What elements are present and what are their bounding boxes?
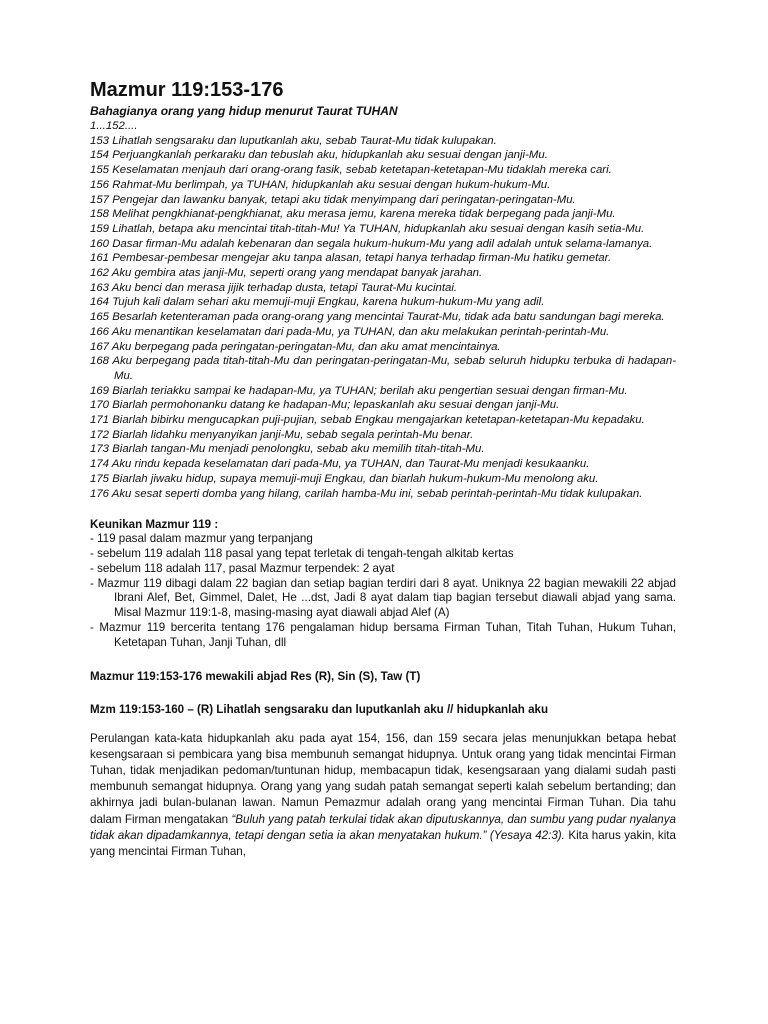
verse-number: 155 <box>90 164 110 177</box>
verse-item <box>90 237 676 252</box>
verse-text: Biarlah tangan-Mu menjadi penolongku, sebab aku memilih titah-titah-Mu. <box>112 443 485 456</box>
verse-text: Perjuangkanlah perkaraku dan tebuslah aku, hidupkanlah aku sesuai dengan janji-Mu. <box>112 149 548 162</box>
verse-number: 164 <box>90 296 110 309</box>
verse-number: 162 <box>90 267 110 280</box>
verse-item <box>90 310 676 325</box>
verse-text: Rahmat-Mu berlimpah, ya TUHAN, hidupkanlah aku sesuai dengan hukum-hukum-Mu. <box>112 178 551 191</box>
verse-item <box>90 325 676 340</box>
verse-item <box>90 340 676 355</box>
verse-item <box>90 442 676 457</box>
verse-item <box>90 222 676 237</box>
verse-text: Dasar firman-Mu adalah kebenaran dan segala hukum-hukum-Mu yang adil adalah untuk selama-lamanya. <box>112 237 653 250</box>
verse-item <box>90 428 676 443</box>
verse-number: 159 <box>90 222 110 235</box>
verse-item <box>90 281 676 296</box>
uniqueness-list <box>90 532 676 650</box>
verse-item <box>90 163 676 178</box>
verse-text: Biarlah jiwaku hidup, supaya memuji-muji Engkau, dan biarlah hukum-hukum-Mu menolong aku. <box>112 472 599 485</box>
verse-item <box>90 178 676 193</box>
uniqueness-item: - 119 pasal dalam mazmur yang terpanjang <box>90 532 313 546</box>
verse-number: 166 <box>90 325 110 338</box>
verse-text: Biarlah permohonanku datang ke hadapan-Mu; lepaskanlah aku sesuai dengan janji-Mu. <box>112 399 560 412</box>
commentary-paragraph <box>90 731 676 861</box>
verse-text: Aku menantikan keselamatan dari pada-Mu, ya TUHAN, dan aku melakukan perintah-perintah-Mu. <box>111 325 610 338</box>
verse-text: Aku benci dan merasa jijik terhadap dusta, tetapi Taurat-Mu kucintai. <box>111 281 458 294</box>
section-heading: Mzm 119:153-160 – (R) Lihatlah sengsaraku dan luputkanlah aku // hidupkanlah aku <box>90 702 549 716</box>
verse-number: 174 <box>90 458 110 471</box>
abjad-line: Mazmur 119:153-176 mewakili abjad Res (R), Sin (S), Taw (T) <box>90 669 421 683</box>
uniqueness-item: - Mazmur 119 bercerita tentang 176 pengalaman hidup bersama Firman Tuhan, Titah Tuhan, Hukum Tuhan, Ketetapan Tuhan, Janji Tuhan, dll <box>90 621 676 649</box>
verse-item <box>90 148 676 163</box>
verse-text: Biarlah bibirku mengucapkan puji-pujian, sebab Engkau mengajarkan ketetapan-ketetapan-Mu kepadaku. <box>112 414 645 427</box>
uniqueness-title: Keunikan Mazmur 119 : <box>90 518 219 532</box>
verse-text: Aku berpegang pada titah-titah-Mu dan peringatan-peringatan-Mu, sebab seluruh hidupku terbuka di hadapan-Mu. <box>112 355 676 382</box>
verse-text: Aku gembira atas janji-Mu, seperti orang yang mendapat banyak jarahan. <box>111 267 483 280</box>
verse-text: Aku rindu kepada keselamatan dari pada-Mu, ya TUHAN, dan Taurat-Mu menjadi kesukaanku. <box>111 458 590 471</box>
verse-number: 153 <box>90 134 110 147</box>
uniqueness-item: - Mazmur 119 dibagi dalam 22 bagian dan setiap bagian terdiri dari 8 ayat. Uniknya 22 bagian mewakili 22 abjad Ibrani Alef, Bet, Gimmel, Dalet, He ...dst, Jadi 8 ayat dalam tiap bagian tersebut diawali abjad yang sama. Misal Mazmur 119:1-8, masing-masing ayat diawali abjad Alef (A) <box>90 576 676 620</box>
verse-number: 167 <box>90 340 110 353</box>
uniqueness-item: - sebelum 119 adalah 118 pasal yang tepat terletak di tengah-tengah alkitab kertas <box>90 547 514 561</box>
verse-number: 170 <box>90 399 110 412</box>
verse-number: 176 <box>90 487 110 500</box>
uniqueness-section <box>90 517 676 650</box>
verse-item <box>90 266 676 281</box>
verse-number: 175 <box>90 472 110 485</box>
verse-text: Pengejar dan lawanku banyak, tetapi aku tidak menyimpang dari peringatan-peringatan-Mu. <box>112 193 576 206</box>
paragraph-text: Perulangan kata-kata hidupkanlah aku pada ayat 154, 156, dan 159 secara jelas menunjukkan betapa hebat kesengsaraan si pembicara yang bisa membunuh semangat hidupnya. Untuk orang yang tidak mencintai Firman Tuhan, tidak menjadikan pedoman/tuntunan hidup, membacapun tidak, kesengsaraan yang dialami sudah pasti membunuh semangat hidupnya. Orang yang yang sudah patah semangat seperti kalah sebelum bertanding; dan akhirnya jadi bulan-bulanan lawan. Namun Pemazmur adalah orang yang mencintai Firman Tuhan. Dia tahu dalam Firman mengatakan <box>90 731 676 826</box>
page-subtitle: Bahagianya orang yang hidup menurut Taurat TUHAN <box>90 104 398 118</box>
verse-number: 160 <box>90 237 110 250</box>
verse-item <box>90 207 676 222</box>
verse-text: Keselamatan menjauh dari orang-orang fasik, sebab ketetapan-ketetapan-Mu tidaklah mereka cari. <box>112 164 612 177</box>
verse-number: 169 <box>90 384 110 397</box>
verse-number: 173 <box>90 443 110 456</box>
verse-number: 157 <box>90 193 110 206</box>
paragraph-text-continued: Kita harus yakin, kita yang mencintai Firman Tuhan, <box>90 828 676 859</box>
verse-text: Melihat pengkhianat-pengkhianat, aku merasa jemu, karena mereka tidak berpegang pada janji-Mu. <box>112 208 616 221</box>
verse-text: Lihatlah sengsaraku dan luputkanlah aku, sebab Taurat-Mu tidak kulupakan. <box>112 134 497 147</box>
verse-item <box>90 251 676 266</box>
verse-text: Besarlah ketenteraman pada orang-orang yang mencintai Taurat-Mu, tidak ada batu sandungan bagi mereka. <box>112 311 665 324</box>
verse-item <box>90 354 676 383</box>
verse-item <box>90 413 676 428</box>
verse-item <box>90 134 676 149</box>
verse-number: 171 <box>90 414 110 427</box>
uniqueness-item: - sebelum 118 adalah 117, pasal Mazmur terpendek: 2 ayat <box>90 561 395 575</box>
verse-item <box>90 457 676 472</box>
verse-number: 168 <box>90 355 110 368</box>
verse-text: Biarlah teriakku sampai ke hadapan-Mu, ya TUHAN; berilah aku pengertian sesuai dengan firman-Mu. <box>112 384 628 397</box>
verse-text: Lihatlah, betapa aku mencintai titah-titah-Mu! Ya TUHAN, hidupkanlah aku sesuai dengan kasih setia-Mu. <box>112 222 645 235</box>
verse-number: 156 <box>90 178 110 191</box>
verse-number: 161 <box>90 252 110 265</box>
verse-number: 165 <box>90 311 110 324</box>
verse-item <box>90 398 676 413</box>
verse-number: 172 <box>90 428 110 441</box>
verse-item <box>90 384 676 399</box>
verse-number: 158 <box>90 208 110 221</box>
verse-number: 154 <box>90 149 110 162</box>
verse-text: Biarlah lidahku menyanyikan janji-Mu, sebab segala perintah-Mu benar. <box>112 428 474 441</box>
verse-list <box>90 134 676 502</box>
paragraph-quote: “Buluh yang patah terkulai tidak akan diputuskannya, dan sumbu yang pudar nyalanya tidak akan dipadamkannya, tetapi dengan setia ia akan menyatakan hukum.” (Yesaya 42:3). <box>90 812 676 842</box>
verse-text: Pembesar-pembesar mengejar aku tanpa alasan, tetapi hanya terhadap firman-Mu hatiku gemetar. <box>112 252 612 265</box>
verse-item <box>90 487 676 502</box>
verse-item <box>90 472 676 487</box>
verse-number: 163 <box>90 281 110 294</box>
verse-text: Tujuh kali dalam sehari aku memuji-muji Engkau, karena hukum-hukum-Mu yang adil. <box>112 296 545 309</box>
verse-intro: 1...152.... <box>90 120 138 132</box>
verse-item <box>90 193 676 208</box>
verse-text: Aku berpegang pada peringatan-peringatan-Mu, dan aku amat mencintainya. <box>111 340 501 353</box>
verse-text: Aku sesat seperti domba yang hilang, carilah hamba-Mu ini, sebab perintah-perintah-Mu tidak kulupakan. <box>111 487 643 500</box>
verse-item <box>90 295 676 310</box>
page-title: Mazmur 119:153-176 <box>90 79 284 101</box>
